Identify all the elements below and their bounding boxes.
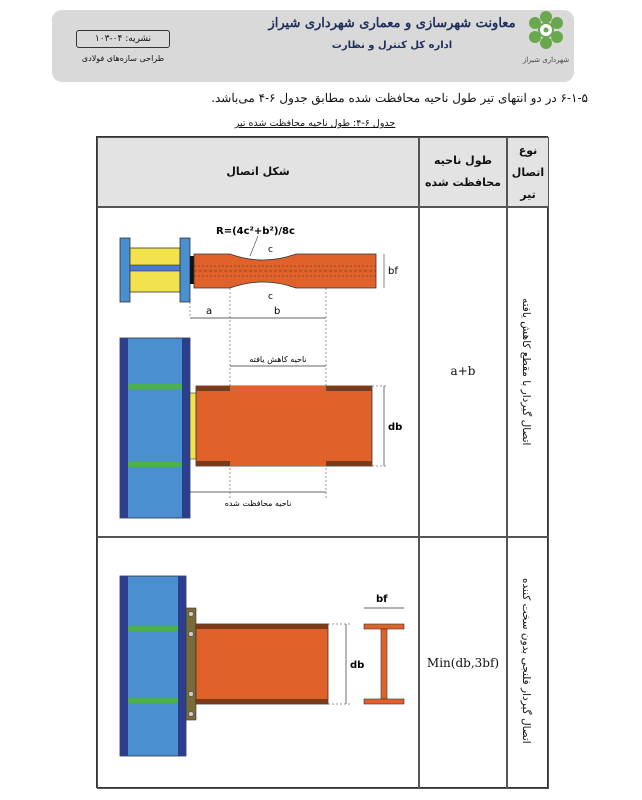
- row2-value-cell: [419, 537, 507, 789]
- reduced-beam-section-figure: [98, 208, 418, 536]
- radius-formula: R=(4c²+b²)/8c: [216, 226, 295, 237]
- header-type-line1: نوع: [518, 144, 538, 157]
- row1-type: اتصال گیردار با مقطع کاهش یافته: [520, 298, 532, 446]
- row2-type-cell: [507, 537, 549, 789]
- publication-number: نشریه: ۰۴-۱۰۳: [76, 30, 170, 48]
- column-flange-right: [180, 238, 190, 302]
- column-elevation: [120, 338, 190, 518]
- header-length-line2: محافظت شده: [425, 176, 501, 189]
- label-bf-row2: bf: [376, 594, 388, 605]
- header-shape-cell: [97, 137, 419, 207]
- continuity-plate-top-row2: [128, 626, 178, 631]
- row2-value: Min(db,3bf): [426, 656, 500, 670]
- table-caption: جدول ۶-۴: طول ناحیه محافظت شده تیر: [234, 118, 396, 129]
- intro-paragraph: ۶-۱-۵ در دو انتهای تیر طول ناحیه محافظت شده مطابق جدول ۶-۴ می‌باشد.: [211, 91, 588, 105]
- label-bf-plan: bf: [388, 266, 398, 277]
- column-flange-dark-left: [120, 338, 128, 518]
- logo-caption: شهرداری شیراز: [522, 56, 570, 64]
- continuity-plate-bottom-row2: [128, 698, 178, 703]
- row1-value-cell: [419, 207, 507, 537]
- header-length-cell: [419, 137, 507, 207]
- label-reduced-zone: ناحیه کاهش یافته: [249, 355, 307, 364]
- label-db-row2: db: [350, 660, 365, 671]
- label-a: a: [206, 306, 213, 317]
- header-type-line2: اتصال: [511, 166, 545, 179]
- row1-value: a+b: [450, 364, 476, 378]
- end-plate: [186, 608, 196, 720]
- label-b: b: [274, 306, 281, 317]
- label-c-bottom: c: [268, 292, 273, 302]
- header-length-line1: طول ناحیه: [434, 154, 492, 167]
- header-type-line3: تیر: [520, 188, 536, 201]
- label-protected-zone: ناحیه محافظت شده: [224, 499, 292, 508]
- i-section-icon: [364, 624, 404, 704]
- beam-elevation-row2: [196, 624, 328, 704]
- protected-zone-table: [96, 136, 548, 788]
- header-title: معاونت شهرسازی و معماری شهرداری شیراز: [268, 16, 516, 31]
- row1-type-cell: [507, 207, 549, 537]
- label-c-top: c: [268, 245, 273, 255]
- continuity-plate-bottom: [128, 462, 182, 467]
- row2-type: اتصال گیردار فلنجی بدون سخت کننده: [520, 578, 532, 744]
- label-db-row1: db: [388, 422, 403, 433]
- header-type-cell: [507, 137, 549, 207]
- column-elevation-row2: [120, 576, 186, 756]
- continuity-plate: [130, 265, 180, 271]
- header-shape: شکل اتصال: [226, 165, 290, 178]
- publication-title: طراحی سازه‌های فولادی: [81, 54, 165, 63]
- continuity-plate-top: [128, 384, 182, 389]
- row2-figure-cell: [97, 537, 419, 789]
- row1-figure-cell: [97, 207, 419, 537]
- header-subtitle: اداره کل کنترل و نظارت: [331, 40, 453, 51]
- flange-plate-connection-figure: [98, 538, 418, 788]
- beam-elevation: [196, 386, 372, 466]
- weld-line: [190, 256, 194, 284]
- column-flange-left: [120, 238, 130, 302]
- column-flange-dark-right: [182, 338, 190, 518]
